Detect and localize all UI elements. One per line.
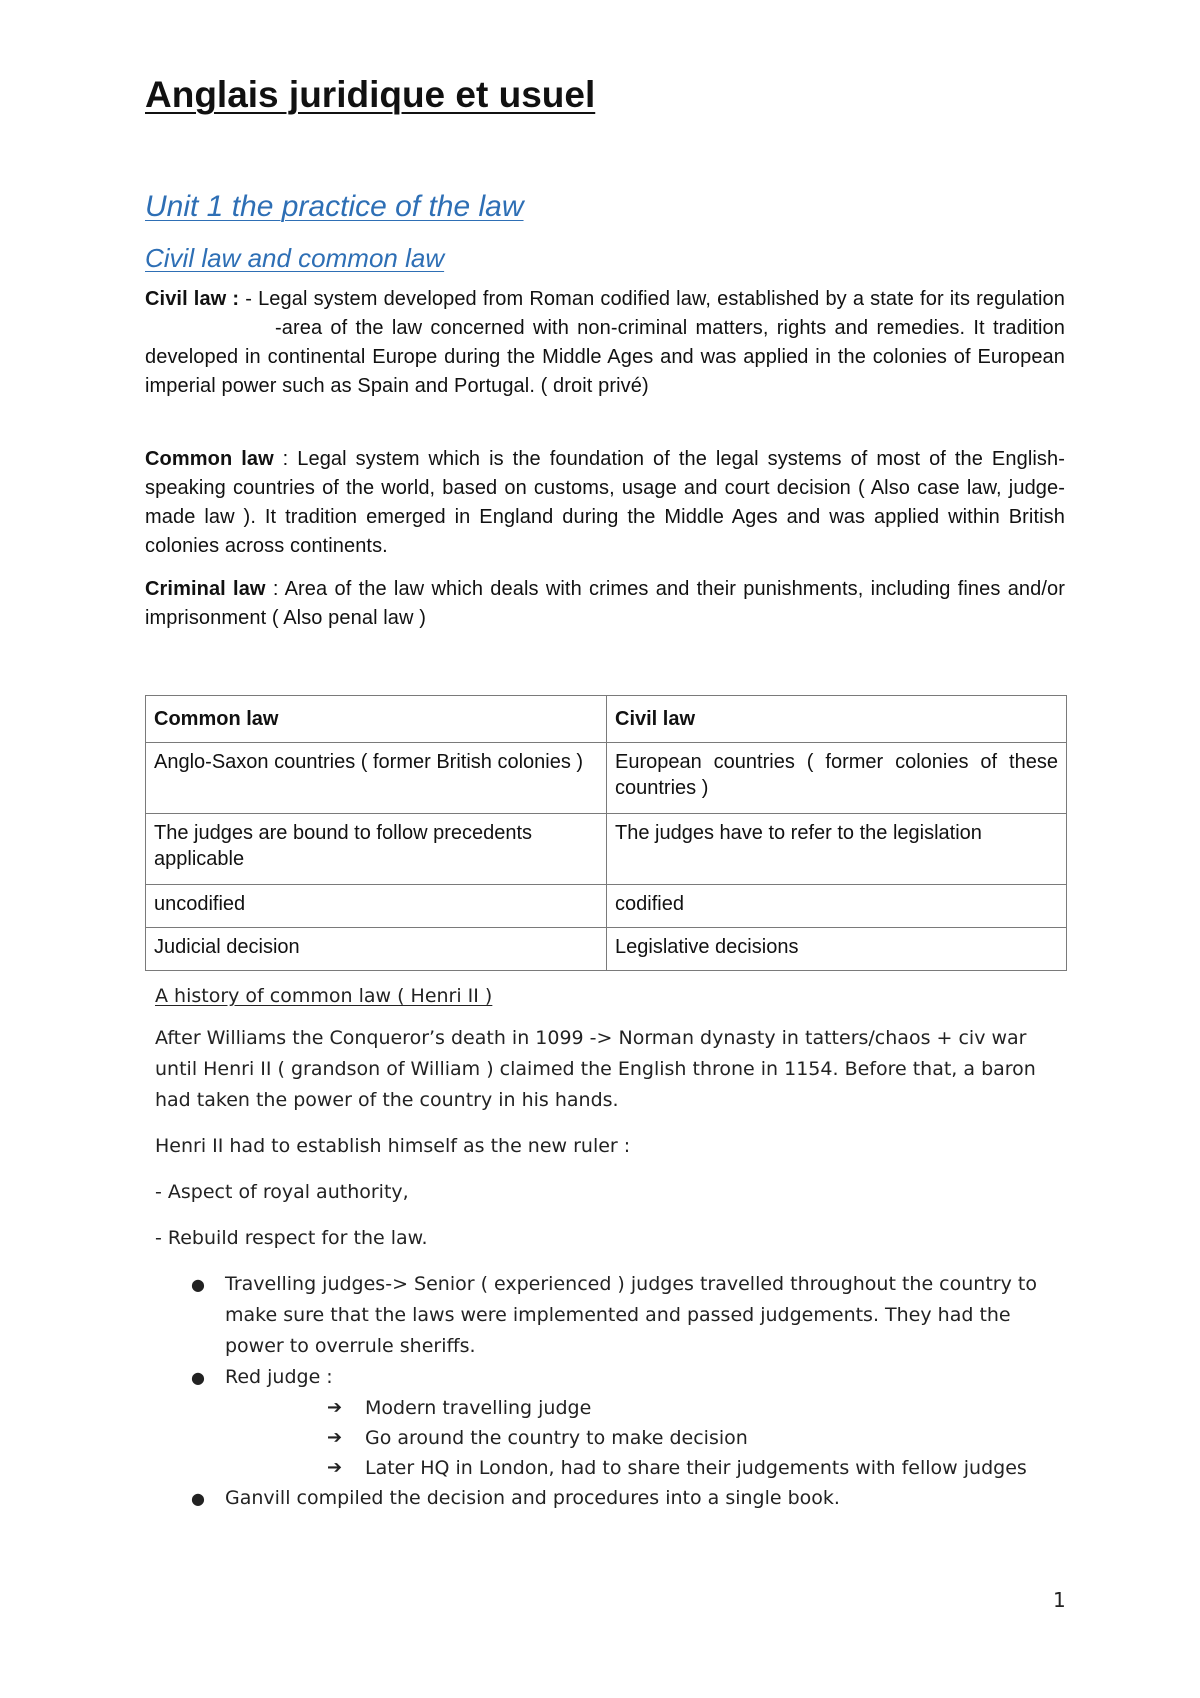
table-header-row [146, 696, 1067, 743]
document-title: Anglais juridique et usuel [145, 74, 596, 115]
civil-law-text-part2: -area of the law concerned with non-criminal matters, rights and remedies. It tradition developed in continental Europe during the Middle Ages and was applied in the colonies of European imperial power such as Spain and Portugal. ( droit privé) [145, 317, 1065, 397]
section-title: Civil law and common law [145, 243, 445, 273]
sub-list-item-text: Go around the country to make decision [365, 1427, 748, 1449]
sub-list-item [155, 1423, 1070, 1453]
table-row [146, 743, 1067, 814]
unit-title: Unit 1 the practice of the law [145, 190, 524, 223]
list-item-text: Red judge : [225, 1366, 333, 1388]
dash-item: - Aspect of royal authority, [155, 1181, 409, 1203]
red-judge-sublist [225, 1393, 1070, 1483]
sub-list-item-text: Modern travelling judge [365, 1397, 592, 1419]
list-item [155, 1362, 1070, 1483]
civil-law-definition [145, 285, 1065, 401]
list-item [155, 1269, 1070, 1362]
page-number: 1 [1053, 1588, 1066, 1612]
comparison-table [145, 695, 1067, 971]
civil-law-term: Civil law : [145, 288, 240, 310]
table-cell: Legislative decisions [607, 928, 1067, 971]
sub-list-item-text: Later HQ in London, had to share their judgements with fellow judges [365, 1457, 1027, 1479]
list-item [155, 1483, 1070, 1514]
table-row [146, 885, 1067, 928]
table-cell: European countries ( former colonies of these countries ) [607, 743, 1067, 814]
table-cell: The judges have to refer to the legislation [607, 814, 1067, 885]
bullet-icon: ● [191, 1275, 205, 1294]
table-cell: Judicial decision [146, 928, 607, 971]
table-cell: uncodified [146, 885, 607, 928]
common-law-text: : Legal system which is the foundation of the legal systems of most of the English-speaking countries of the world, based on customs, usage and court decision ( Also case law, judge-made law ). It tradition emerged in England during the Middle Ages and was applied within British colonies across continents. [145, 448, 1065, 557]
sub-list-item [155, 1393, 1070, 1423]
table-header-cell: Common law [146, 696, 607, 743]
history-title: A history of common law ( Henri II ) [155, 985, 493, 1007]
common-law-definition [145, 445, 1065, 561]
table-row [146, 928, 1067, 971]
arrow-right-icon: ➔ [327, 1427, 343, 1448]
list-item-text: Ganvill compiled the decision and procedures into a single book. [225, 1487, 840, 1509]
table-cell: The judges are bound to follow precedents applicable [146, 814, 607, 885]
criminal-law-definition [145, 575, 1065, 633]
history-paragraph: Henri II had to establish himself as the new ruler : [155, 1135, 631, 1157]
arrow-right-icon: ➔ [327, 1397, 343, 1418]
criminal-law-term: Criminal law [145, 578, 266, 600]
bullet-list [155, 1269, 1070, 1514]
dash-item: - Rebuild respect for the law. [155, 1227, 428, 1249]
criminal-law-text: : Area of the law which deals with crimes and their punishments, including fines and/or imprisonment ( Also penal law ) [145, 578, 1066, 629]
table-cell: codified [607, 885, 1067, 928]
table-row [146, 814, 1067, 885]
history-paragraph: After Williams the Conqueror’s death in 1099 -> Norman dynasty in tatters/chaos + civ war until Henri II ( grandson of William ) claimed the English throne in 1154. Before that, a baron had taken the power of the country in his hands. [155, 1027, 1036, 1111]
arrow-right-icon: ➔ [327, 1457, 343, 1478]
history-section [155, 985, 1070, 1514]
bullet-icon: ● [191, 1489, 205, 1508]
sub-list-item [155, 1453, 1070, 1483]
table-header-cell: Civil law [607, 696, 1067, 743]
list-item-text: Travelling judges-> Senior ( experienced ) judges travelled throughout the country to make sure that the laws were implemented and passed judgements. They had the power to overrule sheriffs. [225, 1273, 1037, 1357]
table-cell: Anglo-Saxon countries ( former British colonies ) [146, 743, 607, 814]
common-law-term: Common law [145, 448, 274, 470]
civil-law-text-part1: - Legal system developed from Roman codified law, established by a state for its regulation [239, 288, 1065, 310]
bullet-icon: ● [191, 1368, 205, 1387]
